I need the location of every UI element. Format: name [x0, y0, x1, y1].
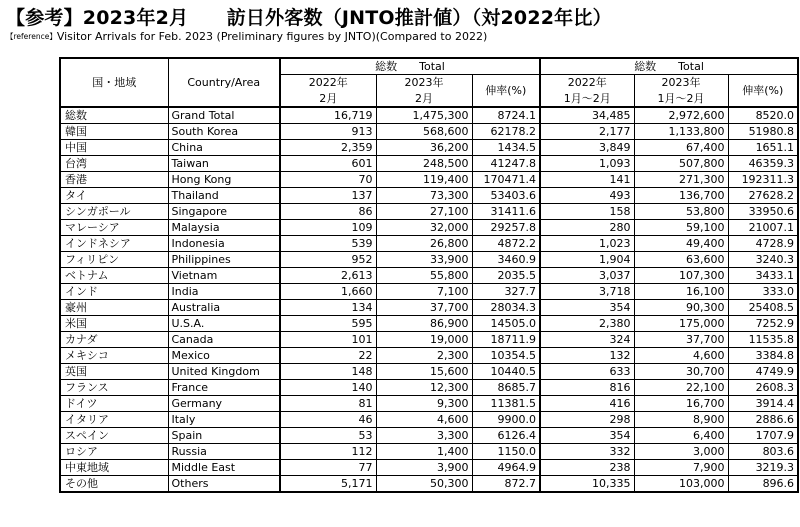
cell-country-en: China — [168, 139, 280, 155]
cell-2023-feb: 9,300 — [376, 395, 472, 411]
cell-2022-janfeb: 10,335 — [540, 475, 634, 492]
table-row — [60, 139, 798, 155]
cell-growth-janfeb: 27628.2 — [728, 187, 798, 203]
cell-2022-feb: 22 — [280, 347, 376, 363]
cell-2023-feb: 1,400 — [376, 443, 472, 459]
cell-2023-janfeb: 175,000 — [634, 315, 728, 331]
cell-country-jp: 韓国 — [60, 123, 168, 139]
cell-growth-janfeb: 3914.4 — [728, 395, 798, 411]
cell-growth-feb: 29257.8 — [472, 219, 540, 235]
cell-country-en: Vietnam — [168, 267, 280, 283]
cell-country-en: Grand Total — [168, 107, 280, 124]
cell-2023-janfeb: 30,700 — [634, 363, 728, 379]
cell-2022-feb: 595 — [280, 315, 376, 331]
cell-growth-janfeb: 21007.1 — [728, 219, 798, 235]
table-row — [60, 283, 798, 299]
cell-growth-feb: 3460.9 — [472, 251, 540, 267]
header-2023-feb-month: 2月 — [376, 91, 472, 107]
cell-growth-feb: 18711.9 — [472, 331, 540, 347]
cell-growth-feb: 170471.4 — [472, 171, 540, 187]
cell-growth-feb: 2035.5 — [472, 267, 540, 283]
cell-2023-janfeb: 107,300 — [634, 267, 728, 283]
cell-2022-feb: 112 — [280, 443, 376, 459]
table-row — [60, 187, 798, 203]
cell-growth-feb: 62178.2 — [472, 123, 540, 139]
cell-growth-janfeb: 33950.6 — [728, 203, 798, 219]
cell-2023-feb: 36,200 — [376, 139, 472, 155]
table-row — [60, 379, 798, 395]
cell-2022-feb: 46 — [280, 411, 376, 427]
cell-2023-feb: 2,300 — [376, 347, 472, 363]
cell-2022-janfeb: 633 — [540, 363, 634, 379]
cell-country-en: Italy — [168, 411, 280, 427]
header-2023-feb-year: 2023年 — [376, 75, 472, 91]
cell-country-jp: 豪州 — [60, 299, 168, 315]
cell-2022-janfeb: 493 — [540, 187, 634, 203]
cell-growth-janfeb: 51980.8 — [728, 123, 798, 139]
cell-2022-feb: 81 — [280, 395, 376, 411]
page-title: 【参考】2023年2月 訪日外客数（JNTO推計値）（対2022年比） — [6, 7, 612, 29]
table-row — [60, 395, 798, 411]
cell-2023-feb: 4,600 — [376, 411, 472, 427]
table-row — [60, 475, 798, 492]
cell-country-jp: インドネシア — [60, 235, 168, 251]
header-2023-janfeb-month: 1月～2月 — [634, 91, 728, 107]
table-row — [60, 155, 798, 171]
cell-country-en: Russia — [168, 443, 280, 459]
cell-2022-janfeb: 416 — [540, 395, 634, 411]
cell-country-en: Indonesia — [168, 235, 280, 251]
header-country-jp: 国・地域 — [60, 58, 168, 107]
cell-growth-janfeb: 192311.3 — [728, 171, 798, 187]
cell-country-en: India — [168, 283, 280, 299]
table-row — [60, 443, 798, 459]
cell-2022-feb: 1,660 — [280, 283, 376, 299]
cell-country-jp: 総数 — [60, 107, 168, 124]
cell-2023-feb: 3,900 — [376, 459, 472, 475]
cell-2022-janfeb: 238 — [540, 459, 634, 475]
cell-2022-feb: 77 — [280, 459, 376, 475]
cell-2022-janfeb: 2,380 — [540, 315, 634, 331]
cell-2023-feb: 15,600 — [376, 363, 472, 379]
page-subtitle — [6, 30, 487, 43]
cell-2022-feb: 109 — [280, 219, 376, 235]
cell-country-jp: 米国 — [60, 315, 168, 331]
cell-country-en: Mexico — [168, 347, 280, 363]
cell-growth-janfeb: 8520.0 — [728, 107, 798, 124]
cell-2023-feb: 37,700 — [376, 299, 472, 315]
cell-2022-feb: 148 — [280, 363, 376, 379]
cell-country-en: Spain — [168, 427, 280, 443]
cell-growth-feb: 28034.3 — [472, 299, 540, 315]
cell-2022-janfeb: 332 — [540, 443, 634, 459]
table-row — [60, 347, 798, 363]
header-2022-janfeb-year: 2022年 — [540, 75, 634, 91]
cell-country-jp: ベトナム — [60, 267, 168, 283]
cell-country-jp: 中国 — [60, 139, 168, 155]
cell-2023-janfeb: 90,300 — [634, 299, 728, 315]
cell-2023-janfeb: 16,100 — [634, 283, 728, 299]
cell-2023-feb: 248,500 — [376, 155, 472, 171]
cell-2022-feb: 70 — [280, 171, 376, 187]
header-group-janfeb: 総数 Total — [540, 58, 798, 75]
cell-2023-janfeb: 22,100 — [634, 379, 728, 395]
cell-2023-janfeb: 63,600 — [634, 251, 728, 267]
cell-growth-feb: 1434.5 — [472, 139, 540, 155]
cell-2022-feb: 137 — [280, 187, 376, 203]
cell-2022-janfeb: 3,718 — [540, 283, 634, 299]
cell-country-jp: フランス — [60, 379, 168, 395]
cell-country-jp: 香港 — [60, 171, 168, 187]
cell-2022-janfeb: 1,093 — [540, 155, 634, 171]
header-2022-janfeb-month: 1月～2月 — [540, 91, 634, 107]
table-row — [60, 299, 798, 315]
table-row — [60, 123, 798, 139]
table-row — [60, 411, 798, 427]
cell-growth-janfeb: 3384.8 — [728, 347, 798, 363]
header-growth-janfeb: 伸率(%) — [728, 75, 798, 107]
table-row — [60, 267, 798, 283]
cell-2022-feb: 2,613 — [280, 267, 376, 283]
cell-2023-feb: 86,900 — [376, 315, 472, 331]
cell-2023-janfeb: 2,972,600 — [634, 107, 728, 124]
cell-2023-janfeb: 8,900 — [634, 411, 728, 427]
cell-growth-feb: 14505.0 — [472, 315, 540, 331]
cell-2023-feb: 568,600 — [376, 123, 472, 139]
cell-growth-janfeb: 2608.3 — [728, 379, 798, 395]
cell-2022-feb: 53 — [280, 427, 376, 443]
cell-country-en: South Korea — [168, 123, 280, 139]
header-growth-feb: 伸率(%) — [472, 75, 540, 107]
cell-country-jp: 英国 — [60, 363, 168, 379]
cell-country-jp: インド — [60, 283, 168, 299]
cell-2023-feb: 32,000 — [376, 219, 472, 235]
cell-2022-feb: 913 — [280, 123, 376, 139]
subtitle-text: Visitor Arrivals for Feb. 2023 (Preliminary figures by JNTO)(Compared to 2022) — [56, 30, 488, 43]
cell-2023-janfeb: 37,700 — [634, 331, 728, 347]
cell-growth-feb: 327.7 — [472, 283, 540, 299]
cell-2023-janfeb: 103,000 — [634, 475, 728, 492]
cell-2022-feb: 539 — [280, 235, 376, 251]
cell-2022-janfeb: 3,849 — [540, 139, 634, 155]
table-row — [60, 315, 798, 331]
cell-growth-janfeb: 3240.3 — [728, 251, 798, 267]
cell-2023-janfeb: 136,700 — [634, 187, 728, 203]
table-row — [60, 235, 798, 251]
cell-growth-feb: 4872.2 — [472, 235, 540, 251]
cell-growth-feb: 10440.5 — [472, 363, 540, 379]
cell-2022-janfeb: 354 — [540, 427, 634, 443]
cell-growth-feb: 1150.0 — [472, 443, 540, 459]
cell-growth-feb: 4964.9 — [472, 459, 540, 475]
cell-growth-feb: 11381.5 — [472, 395, 540, 411]
cell-2022-janfeb: 3,037 — [540, 267, 634, 283]
cell-2023-janfeb: 67,400 — [634, 139, 728, 155]
cell-growth-feb: 872.7 — [472, 475, 540, 492]
cell-growth-feb: 10354.5 — [472, 347, 540, 363]
cell-growth-feb: 6126.4 — [472, 427, 540, 443]
table-body — [60, 107, 798, 492]
cell-country-en: Australia — [168, 299, 280, 315]
cell-growth-janfeb: 4728.9 — [728, 235, 798, 251]
cell-growth-feb: 41247.8 — [472, 155, 540, 171]
cell-country-jp: 中東地域 — [60, 459, 168, 475]
cell-country-jp: カナダ — [60, 331, 168, 347]
cell-2023-feb: 73,300 — [376, 187, 472, 203]
cell-2022-janfeb: 354 — [540, 299, 634, 315]
cell-country-jp: フィリピン — [60, 251, 168, 267]
cell-2022-janfeb: 298 — [540, 411, 634, 427]
cell-country-en: Middle East — [168, 459, 280, 475]
cell-2023-feb: 33,900 — [376, 251, 472, 267]
cell-growth-janfeb: 7252.9 — [728, 315, 798, 331]
cell-country-jp: 台湾 — [60, 155, 168, 171]
cell-country-en: Taiwan — [168, 155, 280, 171]
cell-2022-janfeb: 2,177 — [540, 123, 634, 139]
cell-growth-feb: 9900.0 — [472, 411, 540, 427]
cell-country-jp: ドイツ — [60, 395, 168, 411]
cell-country-en: Philippines — [168, 251, 280, 267]
table-row — [60, 251, 798, 267]
cell-2022-feb: 952 — [280, 251, 376, 267]
cell-country-jp: メキシコ — [60, 347, 168, 363]
cell-country-jp: シンガポール — [60, 203, 168, 219]
cell-2023-feb: 1,475,300 — [376, 107, 472, 124]
cell-2023-janfeb: 16,700 — [634, 395, 728, 411]
cell-country-en: Thailand — [168, 187, 280, 203]
cell-growth-janfeb: 2886.6 — [728, 411, 798, 427]
cell-2023-feb: 119,400 — [376, 171, 472, 187]
subtitle-reference-tag: 【reference】 — [6, 32, 57, 41]
cell-2023-feb: 55,800 — [376, 267, 472, 283]
table-row — [60, 171, 798, 187]
cell-2022-janfeb: 158 — [540, 203, 634, 219]
cell-growth-janfeb: 1651.1 — [728, 139, 798, 155]
cell-2023-feb: 7,100 — [376, 283, 472, 299]
cell-country-jp: ロシア — [60, 443, 168, 459]
table-row — [60, 459, 798, 475]
cell-2023-feb: 3,300 — [376, 427, 472, 443]
cell-growth-janfeb: 896.6 — [728, 475, 798, 492]
cell-country-en: United Kingdom — [168, 363, 280, 379]
cell-2022-feb: 2,359 — [280, 139, 376, 155]
header-2022-feb-year: 2022年 — [280, 75, 376, 91]
cell-2023-janfeb: 7,900 — [634, 459, 728, 475]
cell-country-jp: マレーシア — [60, 219, 168, 235]
table-row — [60, 107, 798, 124]
cell-growth-feb: 31411.6 — [472, 203, 540, 219]
table-row — [60, 219, 798, 235]
cell-2023-janfeb: 53,800 — [634, 203, 728, 219]
cell-2022-janfeb: 1,023 — [540, 235, 634, 251]
cell-country-en: Singapore — [168, 203, 280, 219]
table-row — [60, 331, 798, 347]
cell-country-jp: タイ — [60, 187, 168, 203]
cell-2022-janfeb: 141 — [540, 171, 634, 187]
cell-country-jp: スペイン — [60, 427, 168, 443]
header-group-feb: 総数 Total — [280, 58, 540, 75]
cell-2022-janfeb: 280 — [540, 219, 634, 235]
cell-2023-janfeb: 6,400 — [634, 427, 728, 443]
cell-2022-janfeb: 132 — [540, 347, 634, 363]
cell-2023-feb: 27,100 — [376, 203, 472, 219]
cell-growth-janfeb: 3433.1 — [728, 267, 798, 283]
cell-growth-janfeb: 25408.5 — [728, 299, 798, 315]
cell-2022-feb: 601 — [280, 155, 376, 171]
cell-country-en: France — [168, 379, 280, 395]
cell-2023-janfeb: 59,100 — [634, 219, 728, 235]
cell-2022-feb: 134 — [280, 299, 376, 315]
cell-growth-janfeb: 333.0 — [728, 283, 798, 299]
cell-country-en: Germany — [168, 395, 280, 411]
visitor-arrivals-table — [59, 57, 799, 493]
cell-country-en: Hong Kong — [168, 171, 280, 187]
cell-country-en: Canada — [168, 331, 280, 347]
cell-growth-janfeb: 803.6 — [728, 443, 798, 459]
cell-2023-janfeb: 4,600 — [634, 347, 728, 363]
cell-growth-feb: 53403.6 — [472, 187, 540, 203]
header-2023-janfeb-year: 2023年 — [634, 75, 728, 91]
cell-2022-janfeb: 34,485 — [540, 107, 634, 124]
cell-2022-feb: 101 — [280, 331, 376, 347]
cell-growth-janfeb: 4749.9 — [728, 363, 798, 379]
cell-country-en: U.S.A. — [168, 315, 280, 331]
cell-2022-janfeb: 816 — [540, 379, 634, 395]
cell-growth-janfeb: 46359.3 — [728, 155, 798, 171]
cell-2023-janfeb: 507,800 — [634, 155, 728, 171]
table-row — [60, 203, 798, 219]
cell-2023-janfeb: 49,400 — [634, 235, 728, 251]
cell-2023-feb: 12,300 — [376, 379, 472, 395]
cell-2022-janfeb: 324 — [540, 331, 634, 347]
header-country-en: Country/Area — [168, 58, 280, 107]
cell-2023-janfeb: 271,300 — [634, 171, 728, 187]
cell-2023-feb: 26,800 — [376, 235, 472, 251]
table-row — [60, 363, 798, 379]
header-2022-feb-month: 2月 — [280, 91, 376, 107]
cell-2022-feb: 5,171 — [280, 475, 376, 492]
cell-2022-feb: 86 — [280, 203, 376, 219]
cell-growth-feb: 8724.1 — [472, 107, 540, 124]
cell-2023-feb: 19,000 — [376, 331, 472, 347]
cell-country-jp: イタリア — [60, 411, 168, 427]
cell-2022-feb: 16,719 — [280, 107, 376, 124]
cell-country-en: Others — [168, 475, 280, 492]
cell-growth-janfeb: 11535.8 — [728, 331, 798, 347]
cell-growth-janfeb: 1707.9 — [728, 427, 798, 443]
cell-growth-janfeb: 3219.3 — [728, 459, 798, 475]
cell-2023-feb: 50,300 — [376, 475, 472, 492]
cell-2022-feb: 140 — [280, 379, 376, 395]
cell-country-en: Malaysia — [168, 219, 280, 235]
cell-2022-janfeb: 1,904 — [540, 251, 634, 267]
table-row — [60, 427, 798, 443]
cell-2023-janfeb: 1,133,800 — [634, 123, 728, 139]
cell-2023-janfeb: 3,000 — [634, 443, 728, 459]
cell-growth-feb: 8685.7 — [472, 379, 540, 395]
cell-country-jp: その他 — [60, 475, 168, 492]
